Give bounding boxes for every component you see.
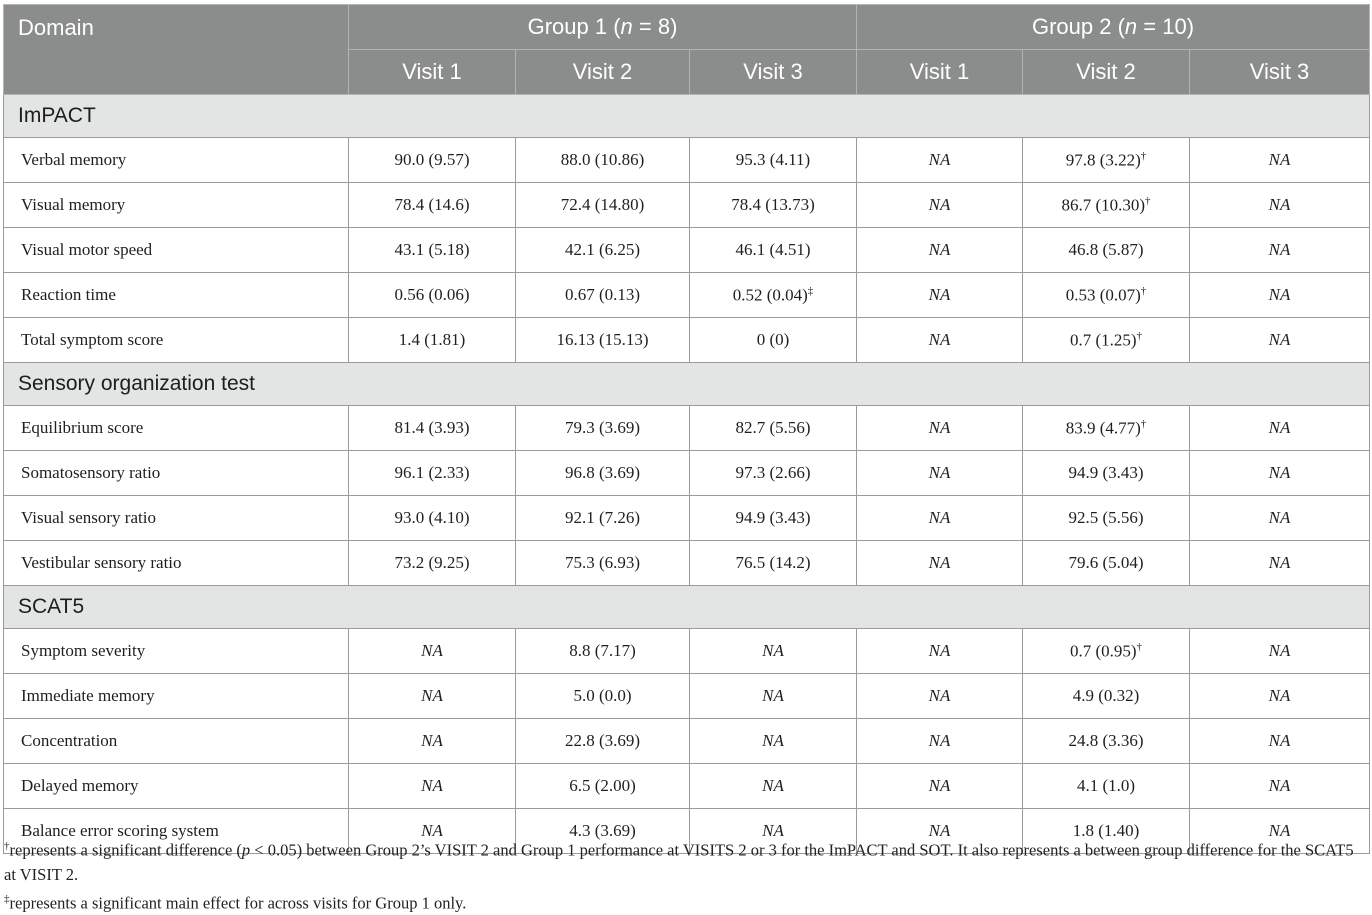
significance-mark: † [1145, 195, 1151, 207]
table-body [4, 95, 1370, 854]
table-row [4, 674, 1370, 719]
visit-header: Visit 2 [1023, 50, 1190, 95]
cell-value: 92.1 (7.26) [565, 508, 640, 527]
cell-value: NA [762, 641, 784, 660]
value-cell [690, 183, 857, 228]
cell-value: NA [421, 731, 443, 750]
value-cell [690, 228, 857, 273]
value-cell [349, 496, 516, 541]
value-cell [857, 318, 1023, 363]
cell-value: 93.0 (4.10) [394, 508, 469, 527]
table-row [4, 541, 1370, 586]
section-row [4, 586, 1370, 629]
footnotes [4, 834, 1368, 915]
cell-value: 0.56 (0.06) [394, 285, 469, 304]
value-cell [1190, 764, 1370, 809]
cell-value: NA [929, 641, 951, 660]
cell-value: NA [929, 330, 951, 349]
value-cell [1190, 183, 1370, 228]
cell-value: NA [1269, 285, 1291, 304]
cell-value: NA [929, 776, 951, 795]
visit-header: Visit 3 [1190, 50, 1370, 95]
value-cell [349, 318, 516, 363]
value-cell [349, 674, 516, 719]
value-cell [349, 273, 516, 318]
value-cell [690, 541, 857, 586]
results-table-container [3, 4, 1369, 854]
cell-value: NA [929, 731, 951, 750]
cell-value: NA [421, 821, 443, 840]
cell-value: NA [1269, 150, 1291, 169]
cell-value: 0.7 (0.95) [1070, 641, 1137, 660]
value-cell [1190, 629, 1370, 674]
cell-value: NA [762, 821, 784, 840]
table-header [4, 5, 1370, 95]
value-cell [516, 541, 690, 586]
row-label: Verbal memory [4, 138, 349, 183]
cell-value: 1.8 (1.40) [1073, 821, 1140, 840]
value-cell [690, 406, 857, 451]
value-cell [349, 719, 516, 764]
value-cell [1190, 138, 1370, 183]
value-cell [1023, 764, 1190, 809]
value-cell [1190, 674, 1370, 719]
value-cell [1023, 138, 1190, 183]
value-cell [516, 138, 690, 183]
value-cell [349, 541, 516, 586]
value-cell [516, 674, 690, 719]
value-cell [1190, 228, 1370, 273]
cell-value: NA [929, 195, 951, 214]
cell-value: NA [762, 776, 784, 795]
cell-value: 75.3 (6.93) [565, 553, 640, 572]
row-label: Visual memory [4, 183, 349, 228]
cell-value: NA [1269, 731, 1291, 750]
value-cell [857, 183, 1023, 228]
cell-value: 4.9 (0.32) [1073, 686, 1140, 705]
row-label: Immediate memory [4, 674, 349, 719]
section-title: SCAT5 [4, 586, 1370, 629]
results-table [3, 4, 1370, 854]
table-row [4, 183, 1370, 228]
value-cell [690, 138, 857, 183]
cell-value: 8.8 (7.17) [569, 641, 636, 660]
cell-value: NA [1269, 195, 1291, 214]
value-cell [516, 228, 690, 273]
value-cell [1023, 451, 1190, 496]
cell-value: 1.4 (1.81) [399, 330, 466, 349]
cell-value: 0.7 (1.25) [1070, 330, 1137, 349]
row-label: Symptom severity [4, 629, 349, 674]
value-cell [516, 406, 690, 451]
header-row-groups [4, 5, 1370, 50]
significance-mark: † [1137, 330, 1143, 342]
value-cell [857, 228, 1023, 273]
value-cell [1190, 273, 1370, 318]
cell-value: NA [929, 508, 951, 527]
cell-value: 78.4 (13.73) [731, 195, 815, 214]
cell-value: NA [421, 686, 443, 705]
row-label: Vestibular sensory ratio [4, 541, 349, 586]
value-cell [1023, 674, 1190, 719]
cell-value: NA [421, 641, 443, 660]
value-cell [349, 629, 516, 674]
visit-header: Visit 3 [690, 50, 857, 95]
cell-value: NA [1269, 418, 1291, 437]
row-label: Delayed memory [4, 764, 349, 809]
value-cell [1190, 496, 1370, 541]
cell-value: 82.7 (5.56) [735, 418, 810, 437]
value-cell [857, 496, 1023, 541]
cell-value: 42.1 (6.25) [565, 240, 640, 259]
row-label: Concentration [4, 719, 349, 764]
group1-header: Group 1 (n = 8) [349, 5, 857, 50]
value-cell [1023, 719, 1190, 764]
value-cell [516, 764, 690, 809]
cell-value: 46.8 (5.87) [1068, 240, 1143, 259]
section-row [4, 95, 1370, 138]
value-cell [1023, 183, 1190, 228]
table-row [4, 719, 1370, 764]
cell-value: NA [929, 686, 951, 705]
table-row [4, 318, 1370, 363]
value-cell [516, 183, 690, 228]
section-title: Sensory organization test [4, 363, 1370, 406]
section-title: ImPACT [4, 95, 1370, 138]
cell-value: NA [1269, 821, 1291, 840]
cell-value: 92.5 (5.56) [1068, 508, 1143, 527]
value-cell [857, 541, 1023, 586]
cell-value: 94.9 (3.43) [735, 508, 810, 527]
value-cell [1023, 629, 1190, 674]
row-label: Visual motor speed [4, 228, 349, 273]
value-cell [516, 451, 690, 496]
domain-header: Domain [4, 5, 349, 95]
cell-value: 0.52 (0.04) [733, 285, 808, 304]
cell-value: 95.3 (4.11) [736, 150, 810, 169]
value-cell [349, 451, 516, 496]
visit-header: Visit 1 [349, 50, 516, 95]
significance-mark: † [1141, 418, 1147, 430]
cell-value: NA [421, 776, 443, 795]
table-row [4, 496, 1370, 541]
cell-value: NA [929, 418, 951, 437]
cell-value: 16.13 (15.13) [556, 330, 648, 349]
cell-value: 94.9 (3.43) [1068, 463, 1143, 482]
cell-value: 0 (0) [757, 330, 790, 349]
row-label: Balance error scoring system [4, 809, 349, 854]
cell-value: 83.9 (4.77) [1066, 418, 1141, 437]
cell-value: 72.4 (14.80) [561, 195, 645, 214]
cell-value: 43.1 (5.18) [394, 240, 469, 259]
cell-value: NA [762, 686, 784, 705]
cell-value: NA [929, 553, 951, 572]
footnote-dagger: †represents a significant difference (p < 0.05) between Group 2’s VISIT 2 and Group 1 performance at VISITS 2 or 3 for the ImPACT and SOT. It also represents a between group difference for the SCAT5 at VISIT 2. [4, 834, 1368, 887]
table-row [4, 629, 1370, 674]
cell-value: 22.8 (3.69) [565, 731, 640, 750]
cell-value: 79.3 (3.69) [565, 418, 640, 437]
value-cell [690, 674, 857, 719]
cell-value: 24.8 (3.36) [1068, 731, 1143, 750]
cell-value: 4.3 (3.69) [569, 821, 636, 840]
value-cell [857, 451, 1023, 496]
cell-value: NA [929, 463, 951, 482]
value-cell [1190, 451, 1370, 496]
value-cell [516, 318, 690, 363]
cell-value: NA [1269, 240, 1291, 259]
significance-mark: † [1141, 150, 1147, 162]
cell-value: 97.3 (2.66) [735, 463, 810, 482]
cell-value: NA [1269, 776, 1291, 795]
value-cell [1023, 273, 1190, 318]
value-cell [690, 764, 857, 809]
section-row [4, 363, 1370, 406]
cell-value: 79.6 (5.04) [1068, 553, 1143, 572]
cell-value: 78.4 (14.6) [394, 195, 469, 214]
value-cell [1190, 318, 1370, 363]
significance-mark: † [1141, 285, 1147, 297]
visit-header: Visit 1 [857, 50, 1023, 95]
cell-value: 88.0 (10.86) [561, 150, 645, 169]
value-cell [349, 228, 516, 273]
group2-header: Group 2 (n = 10) [857, 5, 1370, 50]
cell-value: 96.1 (2.33) [394, 463, 469, 482]
row-label: Total symptom score [4, 318, 349, 363]
visit-header: Visit 2 [516, 50, 690, 95]
cell-value: 86.7 (10.30) [1061, 195, 1145, 214]
cell-value: NA [1269, 641, 1291, 660]
value-cell [857, 406, 1023, 451]
cell-value: NA [929, 240, 951, 259]
value-cell [857, 764, 1023, 809]
cell-value: 96.8 (3.69) [565, 463, 640, 482]
cell-value: NA [929, 285, 951, 304]
cell-value: 81.4 (3.93) [394, 418, 469, 437]
row-label: Reaction time [4, 273, 349, 318]
value-cell [1023, 406, 1190, 451]
cell-value: NA [1269, 508, 1291, 527]
value-cell [690, 318, 857, 363]
value-cell [690, 451, 857, 496]
value-cell [1190, 719, 1370, 764]
significance-mark: ‡ [808, 285, 814, 297]
cell-value: NA [929, 821, 951, 840]
significance-mark: † [1137, 641, 1143, 653]
cell-value: 90.0 (9.57) [394, 150, 469, 169]
cell-value: 4.1 (1.0) [1077, 776, 1135, 795]
cell-value: NA [1269, 686, 1291, 705]
table-row [4, 228, 1370, 273]
table-row [4, 451, 1370, 496]
value-cell [690, 629, 857, 674]
value-cell [516, 719, 690, 764]
value-cell [857, 719, 1023, 764]
value-cell [857, 273, 1023, 318]
value-cell [1023, 541, 1190, 586]
table-row [4, 138, 1370, 183]
cell-value: 6.5 (2.00) [569, 776, 636, 795]
value-cell [1190, 541, 1370, 586]
row-label: Equilibrium score [4, 406, 349, 451]
value-cell [516, 629, 690, 674]
cell-value: NA [1269, 463, 1291, 482]
value-cell [690, 273, 857, 318]
cell-value: 97.8 (3.22) [1066, 150, 1141, 169]
cell-value: NA [929, 150, 951, 169]
value-cell [349, 138, 516, 183]
cell-value: NA [1269, 553, 1291, 572]
cell-value: 73.2 (9.25) [394, 553, 469, 572]
value-cell [690, 719, 857, 764]
cell-value: 0.67 (0.13) [565, 285, 640, 304]
value-cell [349, 406, 516, 451]
row-label: Somatosensory ratio [4, 451, 349, 496]
value-cell [1190, 406, 1370, 451]
table-row [4, 764, 1370, 809]
value-cell [516, 273, 690, 318]
value-cell [857, 138, 1023, 183]
row-label: Visual sensory ratio [4, 496, 349, 541]
value-cell [1023, 318, 1190, 363]
value-cell [857, 629, 1023, 674]
table-row [4, 273, 1370, 318]
value-cell [349, 183, 516, 228]
cell-value: 76.5 (14.2) [735, 553, 810, 572]
value-cell [1023, 496, 1190, 541]
cell-value: 0.53 (0.07) [1066, 285, 1141, 304]
value-cell [1023, 228, 1190, 273]
cell-value: NA [1269, 330, 1291, 349]
value-cell [690, 496, 857, 541]
value-cell [349, 764, 516, 809]
value-cell [857, 674, 1023, 719]
table-row [4, 406, 1370, 451]
cell-value: NA [762, 731, 784, 750]
footnote-double-dagger: ‡represents a significant main effect for across visits for Group 1 only. [4, 887, 1368, 915]
cell-value: 46.1 (4.51) [735, 240, 810, 259]
value-cell [516, 496, 690, 541]
cell-value: 5.0 (0.0) [573, 686, 631, 705]
